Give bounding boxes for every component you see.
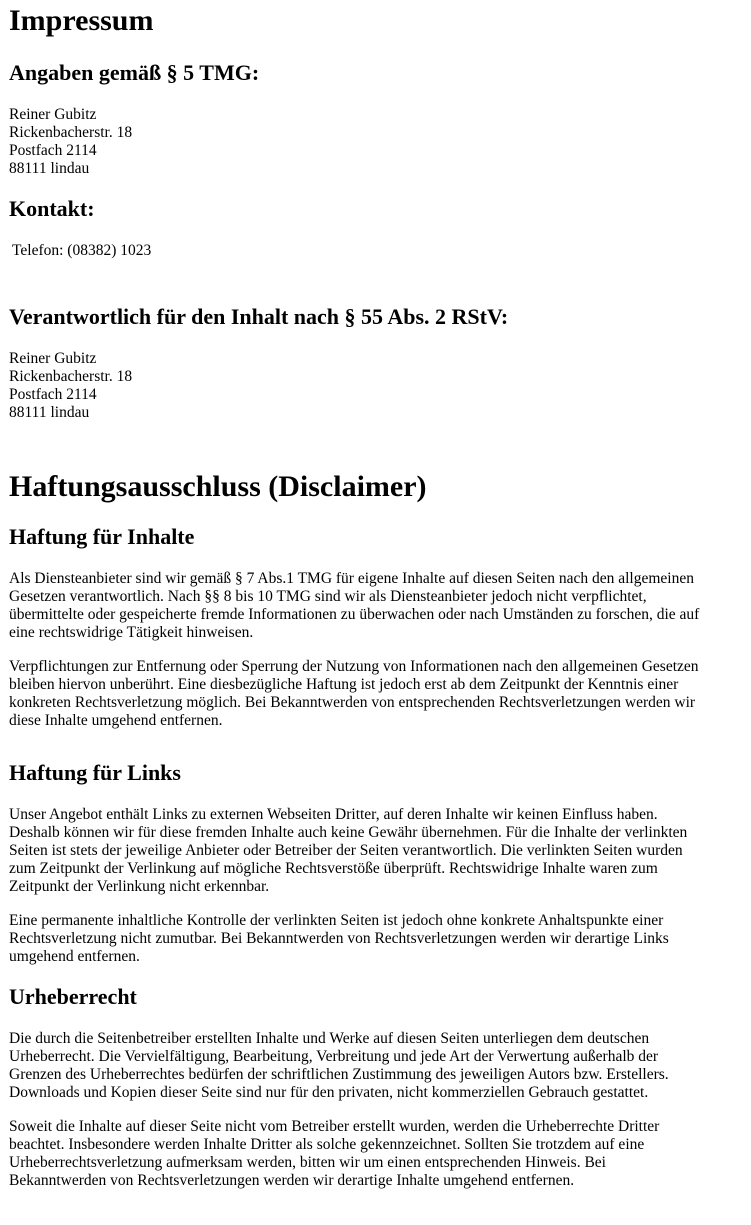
text-line: Urheberrecht. Die Vervielfältigung, Bearbeitung, Verbreitung und jede Art der Verwertung außerhalb der [9,1048,659,1065]
urheber-paragraph-1 [9,1030,742,1102]
kontakt-heading: Kontakt: [9,196,95,221]
text-line: Rechtsverletzung nicht zumutbar. Bei Bekanntwerden von Rechtsverletzungen werden wir derartige Links [9,930,669,947]
text-line: Bekanntwerden von Rechtsverletzungen werden wir derartige Inhalte umgehend entfernen. [9,1172,575,1189]
address-line: Reiner Gubitz [9,106,97,123]
text-line: Gesetzen verantwortlich. Nach §§ 8 bis 10 TMG sind wir als Diensteanbieter jedoch nicht verpflichtet, [9,588,647,605]
verantwortlich-heading: Verantwortlich für den Inhalt nach § 55 Abs. 2 RStV: [9,304,509,329]
urheber-paragraph-2 [9,1118,742,1190]
page-title: Impressum [9,4,154,37]
text-line: eine rechtswidrige Tätigkeit hinweisen. [9,624,254,641]
address-line: Rickenbacherstr. 18 [9,124,133,141]
text-line: Zeitpunkt der Verlinkung nicht erkennbar. [9,878,270,895]
text-line: Downloads und Kopien dieser Seite sind nur für den privaten, nicht kommerziellen Gebrauch gestattet. [9,1084,649,1101]
text-line: Urheberrechtsverletzung aufmerksam werden, bitten wir um einen entsprechenden Hinweis. Bei [9,1154,606,1171]
text-line: Soweit die Inhalte auf dieser Seite nicht vom Betreiber erstellt wurden, werden die Urheberrechte Dritter [9,1118,660,1135]
text-line: Eine permanente inhaltliche Kontrolle der verlinkten Seiten ist jedoch ohne konkrete Anhaltspunkte einer [9,912,664,929]
text-line: diese Inhalte umgehend entfernen. [9,712,223,729]
impressum-page [0,4,751,1190]
telefon-text: Telefon: (08382) 1023 [12,242,152,259]
address-line: Postfach 2114 [9,386,97,403]
text-line: bleiben hiervon unberührt. Eine diesbezügliche Haftung ist jedoch erst ab dem Zeitpunkt der Kenntnis einer [9,676,679,693]
text-line: umgehend entfernen. [9,948,140,965]
address-line: Postfach 2114 [9,142,97,159]
links-paragraph-1 [9,806,742,896]
inhalte-paragraph-2 [9,658,742,730]
verantwortlich-address-block [9,350,742,422]
text-line: Unser Angebot enthält Links zu externen Webseiten Dritter, auf deren Inhalte wir keinen Einfluss haben. [9,806,658,823]
inhalte-paragraph-1 [9,570,742,642]
address-line: 88111 lindau [9,160,90,177]
links-paragraph-2 [9,912,742,966]
address-line: 88111 lindau [9,404,90,421]
urheber-heading: Urheberrecht [9,984,137,1009]
text-line: Als Diensteanbieter sind wir gemäß § 7 Abs.1 TMG für eigene Inhalte auf diesen Seiten nach den allgemeinen [9,570,694,587]
text-line: Verpflichtungen zur Entfernung oder Sperrung der Nutzung von Informationen nach den allgemeinen Gesetzen [9,658,699,675]
links-heading: Haftung für Links [9,760,181,785]
address-line: Reiner Gubitz [9,350,97,367]
text-line: Seiten ist stets der jeweilige Anbieter oder Betreiber der Seiten verantwortlich. Die verlinkten Seiten wurden [9,842,683,859]
address-line: Rickenbacherstr. 18 [9,368,133,385]
inhalte-heading: Haftung für Inhalte [9,524,195,549]
text-line: zum Zeitpunkt der Verlinkung auf mögliche Rechtsverstöße überprüft. Rechtswidrige Inhalte waren zum [9,860,658,877]
text-line: Grenzen des Urheberrechtes bedürfen der schriftlichen Zustimmung des jeweiligen Autors bzw. Erstellers. [9,1066,669,1083]
address-block [9,106,742,178]
text-line: Deshalb können wir für diese fremden Inhalte auch keine Gewähr übernehmen. Für die Inhalte der verlinkten [9,824,688,841]
text-line: konkreten Rechtsverletzung möglich. Bei Bekanntwerden von entsprechenden Rechtsverletzungen werden wir [9,694,696,711]
angaben-heading: Angaben gemäß § 5 TMG: [9,60,260,85]
text-line: übermittelte oder gespeicherte fremde Informationen zu überwachen oder nach Umständen zu forschen, die auf [9,606,700,623]
disclaimer-title: Haftungsausschluss (Disclaimer) [9,470,427,503]
text-line: Die durch die Seitenbetreiber erstellten Inhalte und Werke auf diesen Seiten unterliegen dem deutschen [9,1030,650,1047]
text-line: beachtet. Insbesondere werden Inhalte Dritter als solche gekennzeichnet. Sollten Sie trotzdem auf eine [9,1136,645,1153]
